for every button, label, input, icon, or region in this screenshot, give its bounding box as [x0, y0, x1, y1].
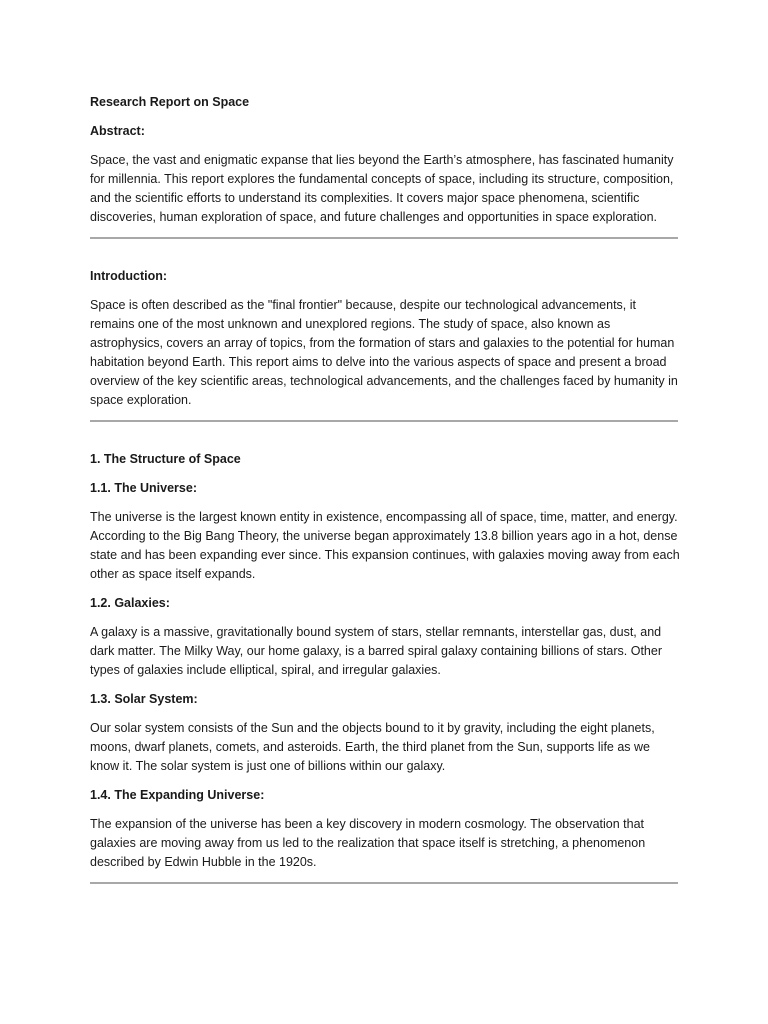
subsection-paragraph-galaxies: A galaxy is a massive, gravitationally bound system of stars, stellar remnants, interstellar gas, dust, and dark matter. The Milky Way, our home galaxy, is a barred spiral galaxy containing billions of stars. Other types of galaxies include elliptical, spiral, and irregular galaxies.	[90, 625, 663, 677]
subsection-heading-solar-system: 1.3. Solar System:	[90, 692, 198, 706]
subsection-paragraph-expanding-universe: The expansion of the universe has been a key discovery in modern cosmology. The observation that galaxies are moving away from us led to the realization that space itself is stretching, a phenomenon described by Edwin Hubble in the 1920s.	[90, 817, 646, 869]
section-divider	[90, 420, 678, 422]
subsection-heading-universe: 1.1. The Universe:	[90, 481, 197, 495]
abstract-heading: Abstract:	[90, 124, 145, 138]
document-title: Research Report on Space	[90, 95, 250, 109]
section-divider	[90, 237, 678, 239]
section-heading: 1. The Structure of Space	[90, 452, 241, 466]
subsection-paragraph-solar-system: Our solar system consists of the Sun and the objects bound to it by gravity, including the eight planets, moons, dwarf planets, comets, and asteroids. Earth, the third planet from the Sun, supports life as we know it. The solar system is just one of billions within our galaxy.	[90, 721, 655, 773]
subsection-heading-galaxies: 1.2. Galaxies:	[90, 596, 170, 610]
subsection-paragraph-universe: The universe is the largest known entity in existence, encompassing all of space, time, matter, and energy. According to the Big Bang Theory, the universe began approximately 13.8 billion years ago in a hot, dense state and has been expanding ever since. This expansion continues, with galaxies moving away from each other as space itself expands.	[90, 510, 680, 581]
introduction-paragraph: Space is often described as the "final frontier" because, despite our technological advancements, it remains one of the most unknown and unexplored regions. The study of space, also known as astrophysics, covers an array of topics, from the formation of stars and galaxies to the potential for human habitation beyond Earth. This report aims to delve into the various aspects of space and present a broad overview of the key scientific areas, technological advancements, and the challenges faced by humanity in space exploration.	[90, 298, 678, 407]
introduction-heading: Introduction:	[90, 269, 168, 283]
section-divider	[90, 882, 678, 884]
abstract-paragraph: Space, the vast and enigmatic expanse that lies beyond the Earth’s atmosphere, has fascinated humanity for millennia. This report explores the fundamental concepts of space, including its structure, composition, and the scientific efforts to understand its complexities. It covers major space phenomena, scientific discoveries, human exploration of space, and future challenges and opportunities in space exploration.	[90, 153, 674, 224]
subsection-heading-expanding-universe: 1.4. The Expanding Universe:	[90, 788, 265, 802]
document-page	[90, 93, 680, 912]
